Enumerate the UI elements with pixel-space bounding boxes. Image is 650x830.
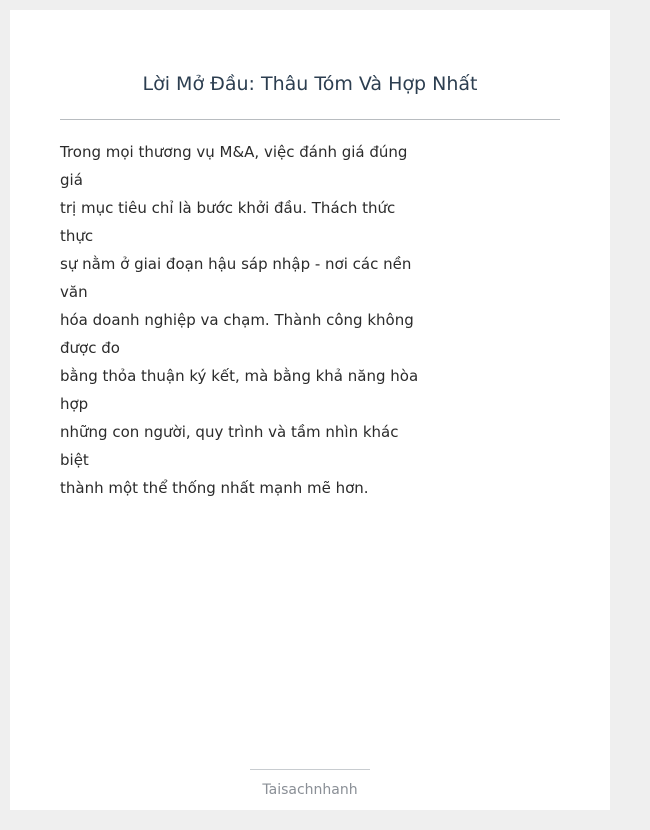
body-line: hóa doanh nghiệp va chạm. Thành công không [60, 311, 414, 329]
footer-divider [250, 769, 370, 770]
title-divider [60, 119, 560, 120]
body-paragraph [60, 138, 440, 502]
body-line: biệt [60, 451, 89, 469]
body-line: thành một thể thống nhất mạnh mẽ hơn. [60, 479, 369, 497]
footer-brand: Taisachnhanh [262, 782, 358, 798]
body-line: Trong mọi thương vụ M&A, việc đánh giá đúng [60, 143, 408, 161]
page-title: Lời Mở Đầu: Thâu Tóm Và Hợp Nhất [142, 73, 478, 95]
body-line: hợp [60, 395, 89, 413]
body-line: sự nằm ở giai đoạn hậu sáp nhập - nơi các nền [60, 255, 412, 273]
body-line: giá [60, 171, 83, 189]
body-line: trị mục tiêu chỉ là bước khởi đầu. Thách thức [60, 199, 396, 217]
body-line: được đo [60, 339, 120, 357]
body-line: văn [60, 283, 88, 301]
body-line: những con người, quy trình và tầm nhìn khác [60, 423, 399, 441]
document-page [10, 10, 610, 810]
body-line: bằng thỏa thuận ký kết, mà bằng khả năng hòa [60, 367, 419, 385]
body-line: thực [60, 227, 94, 245]
